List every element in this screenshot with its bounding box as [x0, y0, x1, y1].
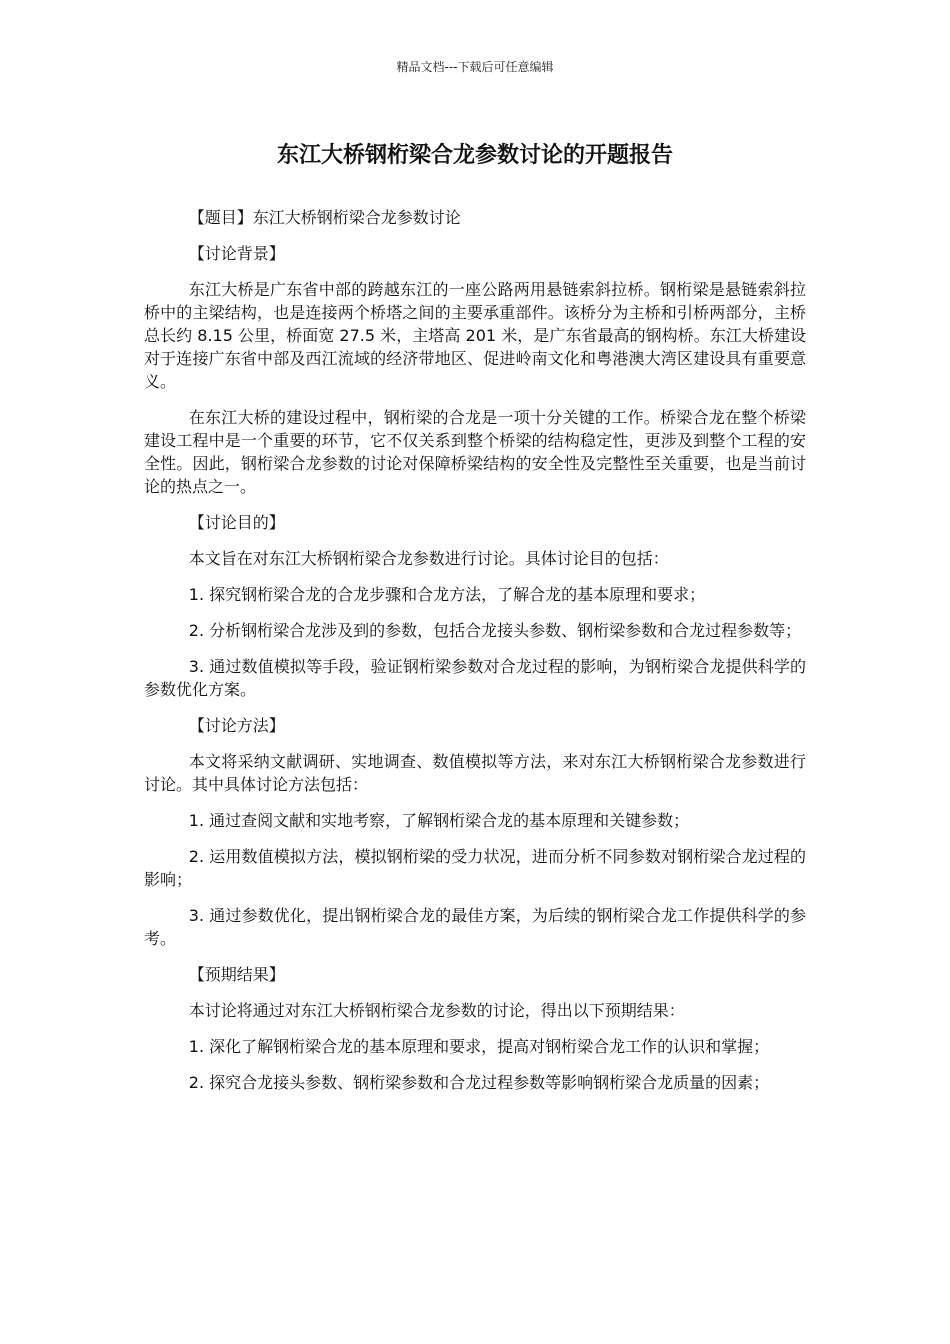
body-paragraph: 本讨论将通过对东江大桥钢桁梁合龙参数的讨论，得出以下预期结果： [188, 1001, 685, 1020]
list-item: 3. 通过参数优化，提出钢桁梁合龙的最佳方案，为后续的钢桁梁合龙工作提供科学的参考。 [144, 906, 806, 948]
section-heading-expected-results: 【预期结果】 [188, 965, 285, 984]
document-title: 东江大桥钢桁梁合龙参数讨论的开题报告 [276, 143, 673, 168]
header-note: 精品文档---下载后可任意编辑 [396, 60, 554, 74]
list-item: 1. 探究钢桁梁合龙的合龙步骤和合龙方法，了解合龙的基本原理和要求； [188, 585, 706, 604]
list-item: 1. 通过查阅文献和实地考察，了解钢桁梁合龙的基本原理和关键参数； [188, 811, 690, 830]
body-paragraph: 本文将采纳文献调研、实地调查、数值模拟等方法，来对东江大桥钢桁梁合龙参数进行讨论。其中具体讨论方法包括： [144, 752, 806, 794]
list-item: 2. 分析钢桁梁合龙涉及到的参数，包括合龙接头参数、钢桁梁参数和合龙过程参数等； [188, 621, 802, 640]
topic-line: 【题目】东江大桥钢桁梁合龙参数讨论 [188, 208, 461, 227]
section-heading-method: 【讨论方法】 [188, 716, 285, 735]
section-heading-purpose: 【讨论目的】 [188, 513, 285, 532]
body-paragraph: 本文旨在对东江大桥钢桁梁合龙参数进行讨论。具体讨论目的包括： [188, 549, 669, 568]
section-heading-background: 【讨论背景】 [188, 244, 285, 263]
list-item: 1. 深化了解钢桁梁合龙的基本原理和要求，提高对钢桁梁合龙工作的认识和掌握； [188, 1037, 770, 1056]
body-paragraph: 东江大桥是广东省中部的跨越东江的一座公路两用悬链索斜拉桥。钢桁梁是悬链索斜拉桥中的主梁结构，也是连接两个桥塔之间的主要承重部件。该桥分为主桥和引桥两部分，主桥总长约 8.15 公里，桥面宽 27.5 米，主塔高 201 米，是广东省最高的钢构桥。东江大桥建设对于连接广东省中部及西江流域的经济带地区、促进岭南文化和粤港澳大湾区建设具有重要意义。 [144, 280, 806, 391]
list-item: 2. 运用数值模拟方法，模拟钢桁梁的受力状况，进而分析不同参数对钢桁梁合龙过程的影响； [144, 847, 806, 889]
list-item: 2. 探究合龙接头参数、钢桁梁参数和合龙过程参数等影响钢桁梁合龙质量的因素； [188, 1073, 770, 1092]
body-paragraph: 在东江大桥的建设过程中，钢桁梁的合龙是一项十分关键的工作。桥梁合龙在整个桥梁建设工程中是一个重要的环节，它不仅关系到整个桥梁的结构稳定性，更涉及到整个工程的安全性。因此，钢桁梁合龙参数的讨论对保障桥梁结构的安全性及完整性至关重要，也是当前讨论的热点之一。 [144, 408, 806, 496]
list-item: 3. 通过数值模拟等手段，验证钢桁梁参数对合龙过程的影响，为钢桁梁合龙提供科学的参数优化方案。 [144, 657, 806, 699]
document-body [144, 206, 806, 1107]
